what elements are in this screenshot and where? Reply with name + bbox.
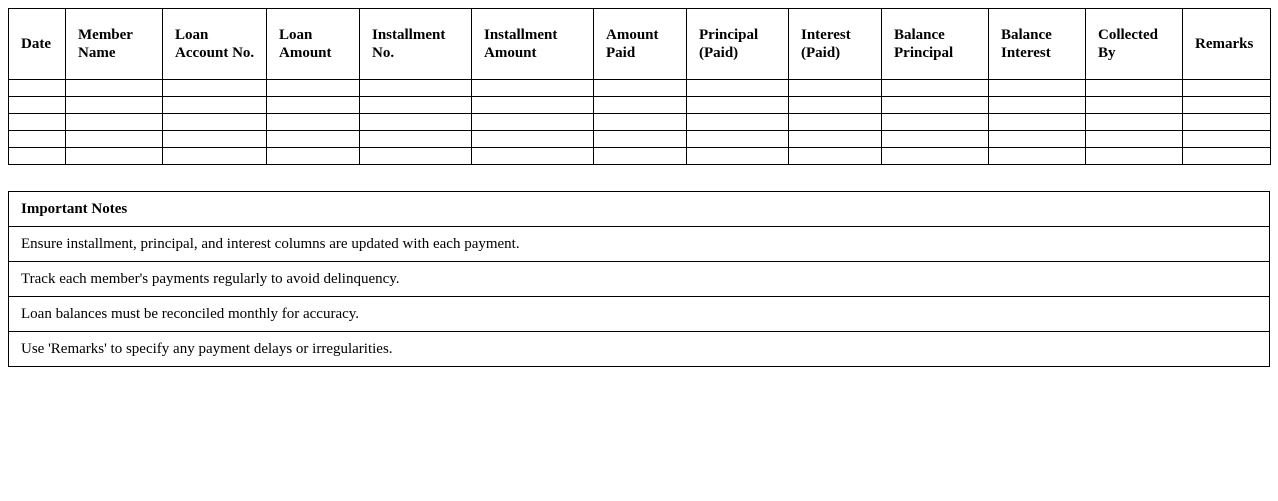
- note-row: [9, 262, 1270, 297]
- table-cell-member-name[interactable]: [66, 80, 163, 97]
- table-cell-amount-paid[interactable]: [594, 80, 687, 97]
- table-cell-loan-account-no[interactable]: [163, 131, 267, 148]
- table-cell-loan-account-no[interactable]: [163, 148, 267, 165]
- column-header-principal-paid: Principal (Paid): [687, 9, 789, 80]
- table-cell-date[interactable]: [9, 80, 66, 97]
- table-cell-amount-paid[interactable]: [594, 97, 687, 114]
- table-cell-remarks[interactable]: [1183, 80, 1271, 97]
- column-header-installment-no: Installment No.: [360, 9, 472, 80]
- table-cell-installment-amount[interactable]: [472, 80, 594, 97]
- table-cell-installment-amount[interactable]: [472, 148, 594, 165]
- table-cell-loan-amount[interactable]: [267, 97, 360, 114]
- table-cell-interest-paid[interactable]: [789, 80, 882, 97]
- table-cell-remarks[interactable]: [1183, 97, 1271, 114]
- table-cell-principal-paid[interactable]: [687, 114, 789, 131]
- note-text: Track each member's payments regularly to avoid delinquency.: [9, 262, 1270, 297]
- table-cell-balance-interest[interactable]: [989, 97, 1086, 114]
- table-cell-balance-interest[interactable]: [989, 148, 1086, 165]
- table-cell-collected-by[interactable]: [1086, 97, 1183, 114]
- table-cell-collected-by[interactable]: [1086, 131, 1183, 148]
- table-cell-balance-principal[interactable]: [882, 131, 989, 148]
- table-cell-amount-paid[interactable]: [594, 131, 687, 148]
- table-cell-installment-amount[interactable]: [472, 97, 594, 114]
- table-cell-installment-no[interactable]: [360, 131, 472, 148]
- table-cell-principal-paid[interactable]: [687, 97, 789, 114]
- column-header-interest-paid: Interest (Paid): [789, 9, 882, 80]
- table-cell-date[interactable]: [9, 97, 66, 114]
- table-header-row: [9, 9, 1271, 80]
- table-cell-principal-paid[interactable]: [687, 80, 789, 97]
- column-header-installment-amount: Installment Amount: [472, 9, 594, 80]
- table-cell-date[interactable]: [9, 114, 66, 131]
- table-cell-date[interactable]: [9, 148, 66, 165]
- table-cell-loan-account-no[interactable]: [163, 114, 267, 131]
- table-cell-balance-interest[interactable]: [989, 114, 1086, 131]
- table-cell-principal-paid[interactable]: [687, 148, 789, 165]
- table-cell-loan-account-no[interactable]: [163, 80, 267, 97]
- table-row: [9, 131, 1271, 148]
- column-header-amount-paid: Amount Paid: [594, 9, 687, 80]
- column-header-balance-principal: Balance Principal: [882, 9, 989, 80]
- table-cell-principal-paid[interactable]: [687, 131, 789, 148]
- table-cell-member-name[interactable]: [66, 131, 163, 148]
- table-cell-member-name[interactable]: [66, 97, 163, 114]
- table-cell-interest-paid[interactable]: [789, 148, 882, 165]
- page-content: [8, 8, 1270, 367]
- table-cell-balance-principal[interactable]: [882, 114, 989, 131]
- note-row: [9, 332, 1270, 367]
- note-text: Loan balances must be reconciled monthly for accuracy.: [9, 297, 1270, 332]
- table-cell-amount-paid[interactable]: [594, 114, 687, 131]
- column-header-collected-by: Collected By: [1086, 9, 1183, 80]
- table-cell-collected-by[interactable]: [1086, 80, 1183, 97]
- table-cell-loan-amount[interactable]: [267, 114, 360, 131]
- table-cell-balance-principal[interactable]: [882, 97, 989, 114]
- table-row: [9, 114, 1271, 131]
- table-cell-installment-no[interactable]: [360, 80, 472, 97]
- table-cell-balance-interest[interactable]: [989, 80, 1086, 97]
- note-row: [9, 227, 1270, 262]
- table-cell-remarks[interactable]: [1183, 148, 1271, 165]
- table-cell-installment-no[interactable]: [360, 148, 472, 165]
- table-cell-date[interactable]: [9, 131, 66, 148]
- table-cell-member-name[interactable]: [66, 114, 163, 131]
- table-cell-loan-amount[interactable]: [267, 148, 360, 165]
- table-cell-installment-no[interactable]: [360, 114, 472, 131]
- column-header-remarks: Remarks: [1183, 9, 1271, 80]
- table-cell-balance-interest[interactable]: [989, 131, 1086, 148]
- table-row: [9, 148, 1271, 165]
- table-cell-interest-paid[interactable]: [789, 114, 882, 131]
- table-cell-interest-paid[interactable]: [789, 97, 882, 114]
- table-cell-remarks[interactable]: [1183, 131, 1271, 148]
- column-header-loan-amount: Loan Amount: [267, 9, 360, 80]
- column-header-balance-interest: Balance Interest: [989, 9, 1086, 80]
- table-body: [9, 80, 1271, 165]
- table-cell-member-name[interactable]: [66, 148, 163, 165]
- table-cell-balance-principal[interactable]: [882, 80, 989, 97]
- table-row: [9, 80, 1271, 97]
- note-text: Ensure installment, principal, and interest columns are updated with each payment.: [9, 227, 1270, 262]
- table-cell-collected-by[interactable]: [1086, 114, 1183, 131]
- table-cell-installment-amount[interactable]: [472, 131, 594, 148]
- note-row: [9, 297, 1270, 332]
- table-cell-collected-by[interactable]: [1086, 148, 1183, 165]
- column-header-loan-account-no: Loan Account No.: [163, 9, 267, 80]
- table-cell-loan-amount[interactable]: [267, 80, 360, 97]
- notes-heading-row: [9, 192, 1270, 227]
- table-cell-loan-amount[interactable]: [267, 131, 360, 148]
- table-cell-installment-no[interactable]: [360, 97, 472, 114]
- table-cell-amount-paid[interactable]: [594, 148, 687, 165]
- important-notes-table: [8, 191, 1270, 367]
- table-cell-installment-amount[interactable]: [472, 114, 594, 131]
- table-cell-remarks[interactable]: [1183, 114, 1271, 131]
- table-cell-loan-account-no[interactable]: [163, 97, 267, 114]
- column-header-date: Date: [9, 9, 66, 80]
- table-cell-balance-principal[interactable]: [882, 148, 989, 165]
- note-text: Use 'Remarks' to specify any payment delays or irregularities.: [9, 332, 1270, 367]
- table-cell-interest-paid[interactable]: [789, 131, 882, 148]
- notes-heading: Important Notes: [9, 192, 1270, 227]
- table-row: [9, 97, 1271, 114]
- loan-collection-table: [8, 8, 1271, 165]
- column-header-member-name: Member Name: [66, 9, 163, 80]
